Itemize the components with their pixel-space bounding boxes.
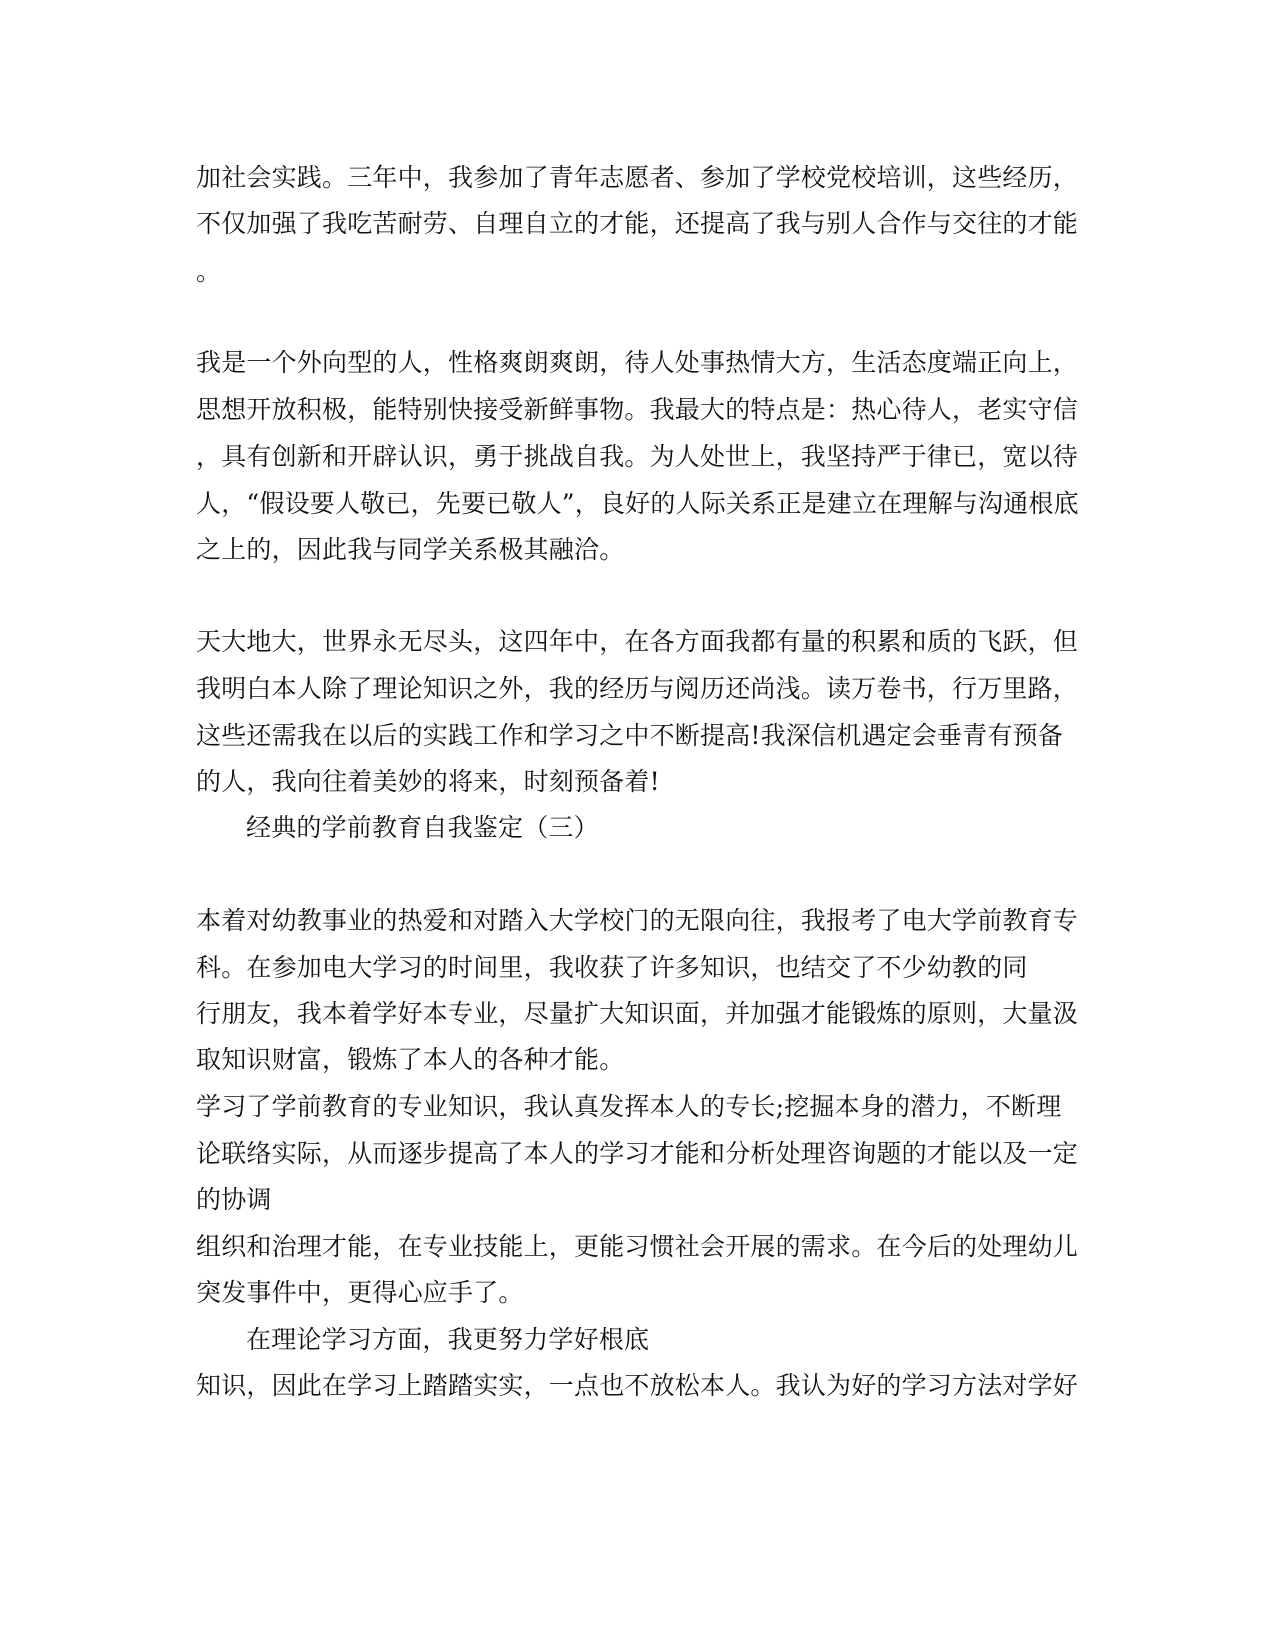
text-line: 的协调 bbox=[196, 1185, 272, 1214]
text-line: 我明白本人除了理论知识之外，我的经历与阅历还尚浅。读万卷书，行万里路， bbox=[196, 674, 1079, 703]
text-line: 的人，我向往着美妙的将来，时刻预备着! bbox=[196, 767, 660, 796]
text-line: 学习了学前教育的专业知识，我认真发挥本人的专长;挖掘本身的潜力，不断理 bbox=[196, 1092, 1062, 1121]
text-line: 突发事件中，更得心应手了。 bbox=[196, 1278, 524, 1307]
text-line: 。 bbox=[196, 257, 222, 286]
section-heading: 经典的学前教育自我鉴定（三） bbox=[246, 813, 599, 842]
text-line: 知识，因此在学习上踏踏实实，一点也不放松本人。我认为好的学习方法对学好 bbox=[196, 1371, 1079, 1400]
text-line: 之上的，因此我与同学关系极其融洽。 bbox=[196, 535, 625, 564]
text-line: 科。在参加电大学习的时间里，我收获了许多知识，也结交了不少幼教的同 bbox=[196, 953, 1028, 982]
text-line: 本着对幼教事业的热爱和对踏入大学校门的无限向往，我报考了电大学前教育专 bbox=[196, 906, 1079, 935]
text-line: 取知识财富，锻炼了本人的各种才能。 bbox=[196, 1045, 625, 1074]
text-line: 组织和治理才能，在专业技能上，更能习惯社会开展的需求。在今后的处理幼儿 bbox=[196, 1232, 1079, 1261]
text-line: 这些还需我在以后的实践工作和学习之中不断提高!我深信机遇定会垂青有预备 bbox=[196, 721, 1064, 750]
text-line: 行朋友，我本着学好本专业，尽量扩大知识面，并加强才能锻炼的原则，大量汲 bbox=[196, 999, 1079, 1028]
text-line: 不仅加强了我吃苦耐劳、自理自立的才能，还提高了我与别人合作与交往的才能 bbox=[196, 209, 1079, 238]
text-line: 加社会实践。三年中，我参加了青年志愿者、参加了学校党校培训，这些经历， bbox=[196, 163, 1079, 192]
text-line: ，具有创新和开辟认识，勇于挑战自我。为人处世上，我坚持严于律已，宽以待 bbox=[196, 442, 1079, 471]
text-line: 在理论学习方面，我更努力学好根底 bbox=[246, 1325, 650, 1354]
text-line: 论联络实际，从而逐步提高了本人的学习才能和分析处理咨询题的才能以及一定 bbox=[196, 1139, 1079, 1168]
text-line: 思想开放积极，能特别快接受新鲜事物。我最大的特点是：热心待人，老实守信 bbox=[196, 395, 1079, 424]
text-line: 天大地大，世界永无尽头，这四年中，在各方面我都有量的积累和质的飞跃，但 bbox=[196, 627, 1079, 656]
text-line: 人，“假设要人敬已，先要已敬人”，良好的人际关系正是建立在理解与沟通根底 bbox=[196, 489, 1079, 518]
text-line: 我是一个外向型的人，性格爽朗爽朗，待人处事热情大方，生活态度端正向上， bbox=[196, 348, 1079, 377]
